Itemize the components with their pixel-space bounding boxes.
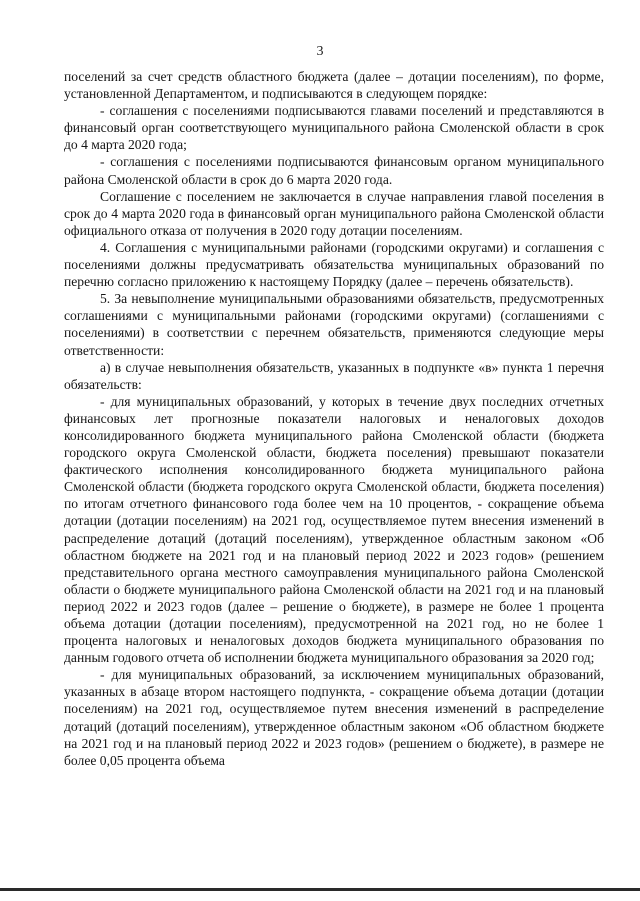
paragraph-agreement-financial-body: - соглашения с поселениями подписываются финансовым органом муниципального района Смоленской области в срок до 6 марта 2020 года. [64,154,604,187]
scan-bottom-edge [0,888,640,891]
paragraph-subitem-a: а) в случае невыполнения обязательств, указанных в подпункте «в» пункта 1 перечня обязательств: [64,359,604,392]
paragraph-item-5: 5. За невыполнение муниципальными образованиями обязательств, предусмотренных соглашениями с муниципальными районами (городскими округами) (соглашениями с поселениями) в соответствии с перечнем обязательств, применяются следующие меры ответственности: [64,291,604,358]
paragraph-measure-1: - для муниципальных образований, у которых в течение двух последних отчетных финансовых лет прогнозные показатели налоговых и неналоговых доходов консолидированного бюджета муниципального района Смоленской области (бюджета городского округа Смоленской области, бюджета поселения) превышают показатели фактического исполнения консолидированного бюджета муниципального района Смоленской области (бюджета городского округа Смоленской области, бюджета поселения) по итогам отчетного финансового года более чем на 10 процентов, - сокращение объема дотации (дотации поселениям) на 2021 год, осуществляемое путем внесения изменений в распределение дотаций (дотаций поселениям), утвержденное областным законом «Об областном бюджете на 2021 год и на плановый период 2022 и 2023 годов» (решением представительного органа местного самоуправления муниципального района Смоленской области о бюджете муниципального района Смоленской области на 2021 год и на плановый период 2022 и 2023 годов (далее – решение о бюджете), в размере не более 1 процента объема дотации (дотации поселениям), предусмотренной на 2021 год, но не более 1 процента налоговых и неналоговых доходов бюджета муниципального образования по данным годового отчета об исполнении бюджета муниципального образования за 2020 год; [64,393,604,666]
paragraph-continuation: поселений за счет средств областного бюджета (далее – дотации поселениям), по форме, установленной Департаментом, и подписываются в следующем порядке: [64,69,604,102]
paragraph-agreement-settlement-heads: - соглашения с поселениями подписываются главами поселений и представляются в финансовый орган соответствующего муниципального района Смоленской области в срок до 4 марта 2020 года; [64,103,604,153]
paragraph-agreement-refusal: Соглашение с поселением не заключается в случае направления главой поселения в срок до 4 марта 2020 года в финансовый орган муниципального района Смоленской области официального отказа от получения в 2020 году дотации поселениям. [64,188,604,238]
document-text [64,68,604,769]
page-number: 3 [316,44,324,59]
paragraph-item-4: 4. Соглашения с муниципальными районами (городскими округами) и соглашения с поселениями должны предусматривать обязательства муниципальных образований по перечню согласно приложению к настоящему Порядку (далее – перечень обязательств). [64,239,604,290]
paragraph-measure-2: - для муниципальных образований, за исключением муниципальных образований, указанных в абзаце втором настоящего подпункта, - сокращение объема дотации (дотации поселениям) на 2021 год, осуществляемое путем внесения изменений в распределение дотаций (дотаций поселениям), утвержденное областным законом «Об областном бюджете на 2021 год и на плановый период 2022 и 2023 годов» (решением о бюджете), в размере не более 0,05 процента объема [64,667,604,768]
